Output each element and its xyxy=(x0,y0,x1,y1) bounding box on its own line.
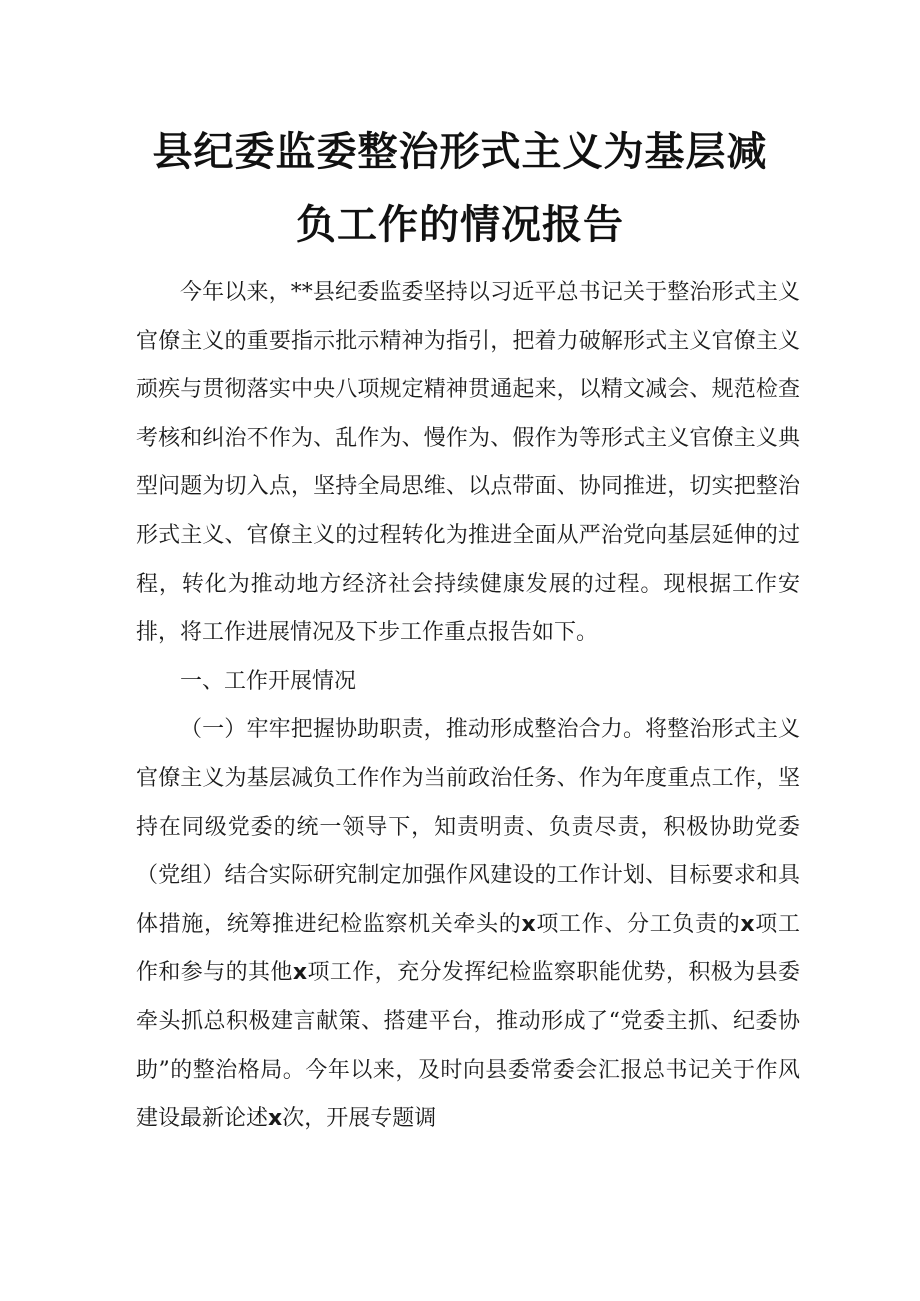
paragraph-text: 项工作，充分发挥纪检监察职能优势，积极为县委牵头抓总积极建言献策、搭建平台，推动形成了“党委主抓、纪委协助”的整治格局。今年以来，及时向县委常委会汇报总书记关于作风建设最新论述 xyxy=(136,960,800,1132)
subsection-1-paragraph xyxy=(136,706,800,1143)
placeholder-x: x xyxy=(521,911,536,937)
document-title-line-2: 负工作的情况报告 xyxy=(296,202,624,248)
paragraph-text: 项工作、分工负责的 xyxy=(535,911,741,937)
placeholder-x: x xyxy=(268,1106,283,1132)
placeholder-x: x xyxy=(292,960,308,986)
document-title-line-1: 县纪委监委整治形式主义为基层减 xyxy=(152,129,768,175)
paragraph-text: 次，开展专题调 xyxy=(282,1106,437,1132)
document-body xyxy=(136,269,800,1144)
paragraph-text: （一）牢牢把握协助职责，推动形成整治合力。将整治形式主义官僚主义为基层减负工作作为当前政治任务、作为年度重点工作，坚持在同级党委的统一领导下，知责明责、负责尽责，积极协助党委（党组）结合实际研究制定加强作风建设的工作计划、目标要求和具体措施，统筹推进纪检监察机关牵头的 xyxy=(136,717,800,937)
section-heading-work-progress: 一、工作开展情况 xyxy=(180,668,357,694)
intro-paragraph: 今年以来，**县纪委监委坚持以习近平总书记关于整治形式主义官僚主义的重要指示批示精神为指引，把着力破解形式主义官僚主义顽疾与贯彻落实中央八项规定精神贯通起来，以精文减会、规范检查考核和纠治不作为、乱作为、慢作为、假作为等形式主义官僚主义典型问题为切入点，坚持全局思维、以点带面、协同推进，切实把整治形式主义、官僚主义的过程转化为推进全面从严治党向基层延伸的过程，转化为推动地方经济社会持续健康发展的过程。现根据工作安排，将工作进展情况及下步工作重点报告如下。 xyxy=(136,280,800,646)
paragraph-text: 项工作和参与的其他 xyxy=(136,911,800,986)
placeholder-x: x xyxy=(740,911,755,937)
